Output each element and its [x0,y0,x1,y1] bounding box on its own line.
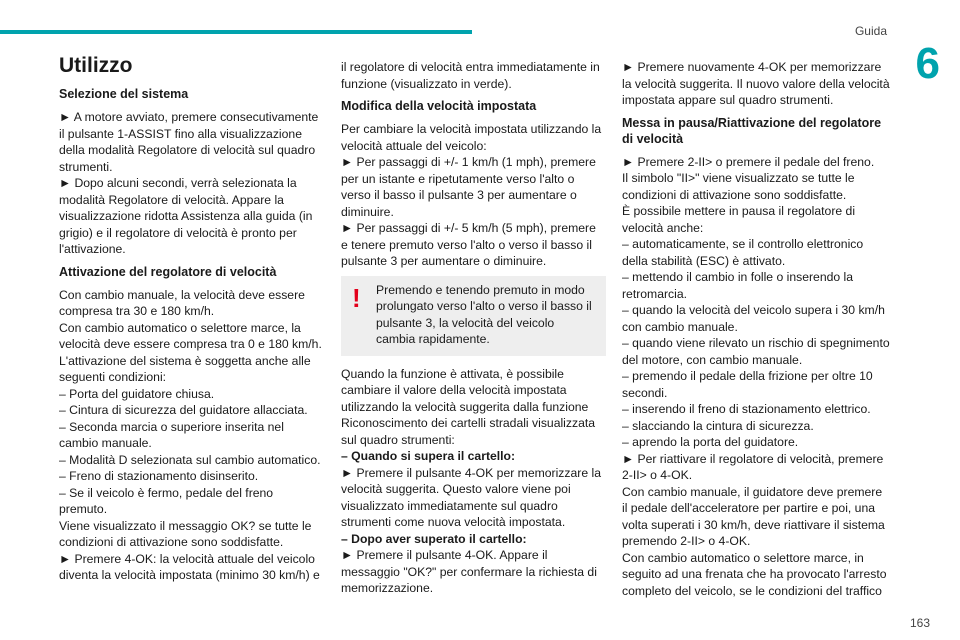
paragraph: L'attivazione del sistema è soggetta anche alle seguenti condizioni: [59,353,311,384]
list-item: – mettendo il cambio in folle o inserendo la retromarcia. [622,270,854,301]
list-item: – Freno di stazionamento disinserito. [59,469,259,483]
paragraph: Per cambiare la velocità impostata utilizzando la velocità attuale del veicolo: [341,122,602,153]
list-item: – Quando si supera il cartello: [341,449,516,463]
chapter-number: 6 [915,39,940,88]
paragraph: ► Premere nuovamente 4-OK per memorizzare la velocità suggerita. Il nuovo valore della velocità impostata appare sul quadro strumenti. [622,60,890,107]
paragraph: ► Premere 2-II> o premere il pedale del freno. [622,154,875,169]
list-item: – Cintura di sicurezza del guidatore allacciata. [59,403,308,417]
column-1 [59,54,324,584]
paragraph: ► Per riattivare il regolatore di velocità, premere 2-II> o 4-OK. [622,451,884,482]
paragraph: ► Per passaggi di +/- 1 km/h (1 mph), premere per un istante e ripetutamente verso l'alto o verso il basso il pulsante 3 per aumentare o diminuire. [341,155,596,219]
paragraph: Con cambio automatico o selettore marce, la velocità deve essere compresa tra 0 e 180 km/h. [59,320,322,351]
warning-icon: ! [352,282,361,313]
paragraph: È possibile mettere in pausa il regolatore di velocità anche: [622,204,856,235]
paragraph: ► Dopo alcuni secondi, verrà selezionata la modalità Regolatore di velocità. Appare la visualizzazione ridotta Assistenza alla guida (in grigio) e il regolatore di velocità è pronto per l'attivazione. [59,176,313,256]
list-item: – Porta del guidatore chiusa. [59,386,215,401]
list-item: – quando viene rilevato un rischio di spegnimento del motore, con cambio manuale. [622,336,890,367]
column-2 [341,59,606,597]
list-item: – Dopo aver superato il cartello: [341,531,527,546]
warning-text: Premendo e tenendo premuto in modo prolungato verso l'alto o verso il basso il pulsante 3, la velocità del veicolo cambia rapidamente. [376,282,592,346]
page-number: 163 [909,616,930,630]
heading-selection: Selezione del sistema [59,87,189,101]
header-accent-bar [0,30,472,34]
list-item: – Seconda marcia o superiore inserita nel cambio manuale. [59,419,284,450]
paragraph: il regolatore di velocità entra immediatamente in funzione (visualizzato in verde). [341,60,600,91]
list-item: – premendo il pedale della frizione per oltre 10 secondi. [622,369,873,400]
list-item: – slacciando la cintura di sicurezza. [622,418,814,433]
list-item: – Se il veicolo è fermo, pedale del freno premuto. [59,485,274,516]
paragraph: Il simbolo "II>" viene visualizzato se tutte le condizioni di attivazione sono soddisfatte. [622,171,855,202]
warning-box [341,276,606,356]
paragraph: Con cambio automatico o selettore marce, in seguito ad una frenata che ha provocato l'arresto completo del veicolo, se le condizioni del traffico [622,550,887,598]
paragraph: ► A motore avviato, premere consecutivamente il pulsante 1-ASSIST fino alla visualizzazione della modalità Regolatore di velocità sul quadro strumenti. [59,110,319,174]
heading-pause-resume: Messa in pausa/Riattivazione del regolatore di velocità [622,115,882,146]
list-item: – Modalità D selezionata sul cambio automatico. [59,452,321,467]
paragraph: ► Premere il pulsante 4-OK per memorizzare la velocità suggerita. Questo valore viene poi visualizzato immediatamente sul quadro strumenti come nuova velocità impostata. [341,465,601,529]
heading-activation: Attivazione del regolatore di velocità [59,264,277,279]
paragraph: Viene visualizzato il messaggio OK? se tutte le condizioni di attivazione sono soddisfatte. [59,518,312,549]
list-item: – inserendo il freno di stazionamento elettrico. [622,402,871,416]
list-item: – automaticamente, se il controllo elettronico della stabilità (ESC) è attivato. [622,237,864,268]
column-3 [622,59,890,599]
page-title: Utilizzo [59,54,133,77]
heading-modify-speed: Modifica della velocità impostata [341,99,537,113]
paragraph: Con cambio manuale, la velocità deve essere compresa tra 30 e 180 km/h. [59,287,305,318]
list-item: – aprendo la porta del guidatore. [622,435,799,449]
section-name: Guida [854,24,887,38]
paragraph: ► Premere 4-OK: la velocità attuale del veicolo diventa la velocità impostata (minimo 30 km/h) e [59,551,320,582]
list-item: – quando la velocità del veicolo supera i 30 km/h con cambio manuale. [622,303,885,334]
paragraph: ► Premere il pulsante 4-OK. Appare il messaggio "OK?" per confermare la richiesta di memorizzazione. [341,548,597,595]
paragraph: ► Per passaggi di +/- 5 km/h (5 mph), premere e tenere premuto verso l'alto o verso il basso il pulsante 3 per aumentare o diminuire. [341,221,596,268]
paragraph: Quando la funzione è attivata, è possibile cambiare il valore della velocità impostata utilizzando la velocità suggerita dalla funzione Riconoscimento dei cartelli stradali visualizzata sul quadro strumenti: [341,366,596,447]
paragraph: Con cambio manuale, il guidatore deve premere il pedale dell'acceleratore per partire e poi, una volta superati i 30 km/h, deve riattivare il sistema premendo 2-II> o 4-OK. [622,484,885,548]
